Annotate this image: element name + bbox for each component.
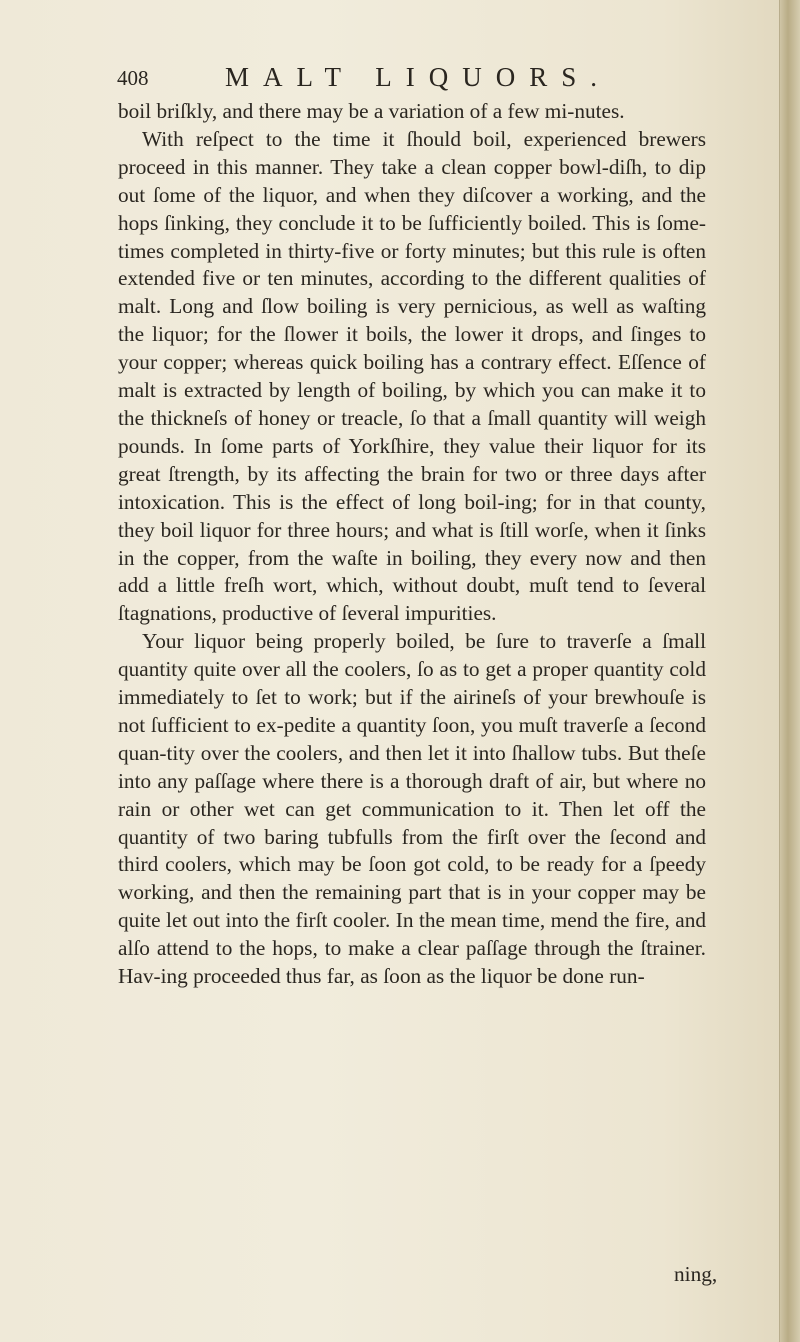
page-number: 408 xyxy=(117,66,149,90)
paragraph-boiling-time: With reſpect to the time it ſhould boil, experienced brewers proceed in this manner. They take a clean copper bowl-diſh, to dip out ſome of the liquor, and when they diſcover a working, and the hops ſinking, they conclude it to be ſufficiently boiled. This is ſome-times completed in thirty-five or forty minutes; but this rule is often extended five or ten minutes, according to the different qualities of malt. Long and ſlow boiling is very pernicious, as well as waſting the liquor; for the ſlower it boils, the lower it drops, and ſinges to your copper; whereas quick boiling has a contrary effect. Eſſence of malt is extracted by length of boiling, by which you can make it to the thickneſs of honey or treacle, ſo that a ſmall quantity will weigh pounds. In ſome parts of Yorkſhire, they value their liquor for its great ſtrength, by its affecting the brain for two or three days after intoxication. This is the effect of long boil-ing; for in that county, they boil liquor for three hours; and what is ſtill worſe, when it ſinks in the copper, from the waſte in boiling, they every now and then add a little freſh wort, which, without doubt, muſt tend to ſeveral ſtagnations, productive of ſeveral impurities. xyxy=(118,126,706,626)
paragraph-continuation: boil briſkly, and there may be a variation of a few mi-nutes. xyxy=(118,99,625,123)
book-spine-edge xyxy=(779,0,800,1342)
running-title: MALT LIQUORS. xyxy=(225,62,612,92)
paragraph-cooling: Your liquor being properly boiled, be ſure to traverſe a ſmall quantity quite over all the coolers, ſo as to get a proper quantity cold immediately to ſet to work; but if the airineſs of your brewhouſe is not ſufficient to ex-pedite a quantity ſoon, you muſt traverſe a ſecond quan-tity over the coolers, and then let it into ſhallow tubs. But theſe into any paſſage where there is a thorough draft of air, but where no rain or other wet can get communication to it. Then let off the quantity of two baring tubfulls from the firſt over the ſecond and third coolers, which may be ſoon got cold, to be ready for a ſpeedy working, and then the remaining part that is in your copper may be quite let out into the firſt cooler. In the mean time, mend the fire, and alſo attend to the hops, to make a clear paſſage through the ſtrainer. Hav-ing proceeded thus far, as ſoon as the liquor be done run- xyxy=(118,629,706,989)
page-header xyxy=(117,62,677,96)
catchword: ning, xyxy=(674,1262,718,1286)
body-text xyxy=(118,98,706,991)
